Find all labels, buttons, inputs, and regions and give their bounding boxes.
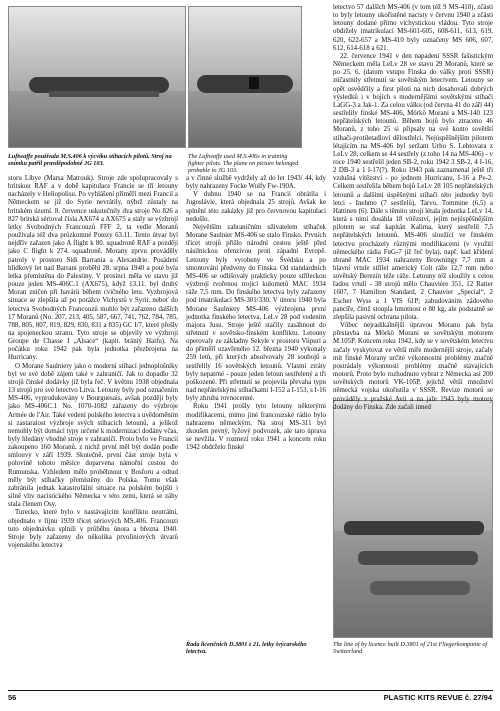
photo-sky xyxy=(334,401,492,531)
photo-ms406-luftwaffe-right xyxy=(188,6,302,148)
paragraph: Turecko, které bylo v nastávajícím konfliktu neutrální, objednalo v říjnu 1939 třicet sériových MS.406. Francouzi tuto objednávku splnili v průběhu února a března 1940. Stroje byly zařazeny do několika prvoliniových útvarů vojenského letectva xyxy=(8,509,178,550)
aircraft-row xyxy=(358,551,478,565)
aircraft-row xyxy=(370,581,470,595)
photo-ground xyxy=(189,91,301,147)
photo3-caption-english: The line of by licence built D.3801 of 21st Fliegerkompanie of Switzerland xyxy=(333,641,488,656)
footer-rule xyxy=(8,690,493,691)
photo-d3801-line-swiss xyxy=(333,400,493,638)
photo3-caption-czech: Řada licenčních D.3801 z 21. letky švýcarského letectva. xyxy=(186,641,307,656)
paragraph: storu Libye (Marsa Matrouk). Stroje zde spolupracovaly s britskou RAF a v době kapitulace Francie se tří letouny nacházely v Heliopolisu. Po vyhlášení příměří mezi Francií a Německem se již do Syrie nevrátily, nýbrž zůstaly na britském území. 8. července uskutečnily dva stroje No 826 a 827 britská sérioval čísla AX674 a AX675 a staly se výzbrojí letky Svobodných Francouzů FFF 2, ta vedle Moranů používala též dva průzkumné Potezy 63.11. Tento útvar byl nejdřív zařazen jako A flight k 80. squadroně RAF a později jako C flight k 274. squadroně. Morany zprvu prováděly patroly v prostoru Sidi Barrania a Alexandrie. Posádení hlídkový let nad Barrani proběhl 28. srpna 1940 a poté byla letka přemístěna do Palestiny. V prosinci měla ve stavu již pouze jeden MS-406C.1 (AX675), když 13.11. byl druhý Moran zničen při havárii během cvičného letu. Vyzbrojová situace se zlepšila až po porážce Vichystů v Syrii, neboť do letectva Svobodných Francouzů mohlo být zařazeno dalších 17 Moranů (No. 207, 213, 405, 587, 667, 741, 762, 784, 785, 788, 805, 807, 819, 829, 830, 831 a 835) GC I/7, které přešly na spojeneckou stranu. Tyto stroje se objevily ve výzbroji Groupe de Chasse I „Alsace“ (kapit. brániý Haifu). Na počátku roku 1942 pak byla jednotka přezbrojena na Hurricany. xyxy=(8,175,178,362)
paragraph: Roku 1941 prošly tyto letouny některými modifikacemi, mimo jiné francouzské rádio bylo nahrazeno německým. Na stroj MS-311 byl zkoušen pevný, lyžový podvozek, ale tato úprava se nevžila. V rozmezí roku 1941 a koncem roku 1942 obdrželo finské xyxy=(186,403,326,452)
aircraft-row xyxy=(344,521,484,535)
paragraph: 22. července 1941 v den napadení SSSR fašistickým Německem měla LeLv 28 ve stavu 29 Moranů, které se po 25. 6. (datum vstupu Finska do války proti SSSR) zúčastnily střetnutí se sovětským letectvem. Letouny se opět osvědčily a first piloti na nich dosahovali dobrých výsledků i v bojích s modernějšími sovětskými stíhači LaGG-3 a Jak-1. Za celou válku (od června 41 do září 44) sestřelily finské MS-406, Mörkö Morani a MS-140 123 nepřátelských letounů. Během bojů bylo ztraceno 46 Moranů, z toho 25 si připsaly na své konto sovětští stíhači-protiletadloví dělostřelci. Nejúspěšnějším pilotem létajícím na MS-406 byl seržant Urho S. Lehtovara z LeLv 28, celkem se 44 sestřely (z toho 14 na MS-406) - v roce 1940 sestřelil jeden SB-2, roku 1942 3 SB-2, 4 I-16, 2 DB-3 a 1 I-17(?). Roku 1943 pak zaznamenal ještě tři vzdušná vítězství - po jednom Hurricanu, I-16 a Pe-2. Celkem sestřelila během bojů LeLv 28 105 nepřátelských letounů a dalšími úspěšnými stíhači této jednotky byli letci - Inehmo (7 sestřelů), Tarvo, Tommine (6,5) a Hattinen (6). Dále s těmito stroji létala jednotka LeLv 14, která s nimi dosáhla 18 vítězství, jejím nejúspěšnějším pilotem se stal kapitán Kalima, který sestřelil 7,5 nepřátelských letounů. MS-406 sloužící ve finském letectvu procházely různými modifikacemi (v využití německého rádia FuG-7 již řeč byla), např. kad křídení zbraně MAC 1934 nahrazeny Browningy 7,7 mm a hlavní vrtule střílel americký Colt ráže 12,7 mm nebo sovětský Berezin téže ráže. Letouny též sloužily s celou řadou vrtulí - 38 strojů mělo Chauvière 351, 12 Ratier 1607, 7 Hamilton Standard, 2 Chauvier „Special“, 2 Escher Wyss a 1 VIS 61P; zabudováním zádového pancíře, čímž stoupla hmotnost o 80 kg, ale podstatně se zlepšila pasivní ochrana pilota. xyxy=(333,52,493,321)
photo1-caption-czech: Luftwaffe používala M.S.406 k výcviku stíhacích pilotů. Stroj na snímku patřil pravděpodobně JG 103. xyxy=(8,153,172,168)
aircraft-cross-marking xyxy=(249,77,259,89)
aircraft-fuselage xyxy=(197,75,293,93)
article-column-3 xyxy=(333,4,493,412)
aircraft-wing xyxy=(49,91,159,97)
magazine-issue: PLASTIC KITS REVUE č. 27/94 xyxy=(383,693,492,702)
paragraph: O Morane Saulniery jako o moderní stíhací jednoplošníky byl ve své době zájem také v zahraničí. Jak to dopadlo 32 strojů činské dodávky již byla řeč. V květnu 1938 objednala 13 strojů pro své letectvo Litva. Letouny byly pod označením MS-406, vyprodukovány v Bourguesais, avšak později byly jako MS-406C.1 No. 1070-1082 zařazeny do výzbroje Armée de l'Air. Také vedení polského letectva s uvědoměním si zastaralost výzbroje svých stíhacích letounů, a jelikož nemohly být domácí typy určené k modernizaci dodány včas, byly hledány vhodné stroje v zahraničí. Proto bylo ve Francii zakoupeno 160 Moranů, z nichž první měl být dodán podle smlouvy v září 1939. Skutečně, první část stroje byla v polovině tohoto měsíce doparvena námořní cestou do Rumunska. Vzhledem mělo proběhnout v Bosforu a odtud měly být stíhačky přemístěny do Polska. Tomu však zabránila jednak katastrofální situace na polském bojišti i silně vliv nacistického Německa v této zemi, která se záhy stala členem Osy. xyxy=(8,362,178,509)
paragraph: a v činné službě vydržely až do let 1943/ 44, kdy byly nahrazeny Focke Wulfy Fw-190A. xyxy=(186,175,326,191)
article-column-1 xyxy=(8,175,178,550)
photo-ms406-luftwaffe-left xyxy=(8,6,186,148)
photo2-caption-english: The Luftwaffe used M.S.406s in training fighter pilots. The plane on picture belonged probable to JG 103. xyxy=(188,153,299,175)
article-column-2 xyxy=(186,175,326,452)
page-number: 56 xyxy=(8,693,17,702)
paragraph: V dubnu 1940 se na Francii obrátila i Jugoslávie, která objednala 25 strojů. Avšak ke splnění této zakázky již pro červnovou kapitulaci nedošlo. xyxy=(186,191,326,223)
paragraph: Vůbec nejradikálnější úpravou Moranu pak byla přestavba na Mörkö Morani se sovětským motorem M.105P. Koncem roku 1942, kdy se v sovětském letectvu začaly vyskytovat ve větší míře modernější stroje, začaly mít finské Morany určité výkonnostní problémy značně postrádaly výkonnosti problémy značně stávajících motorů. Proto bylo rozhodnuto vybrat z Německa asi 200 sovětských motorů VK-105P, jejichž větší množství německá vojska ukořistila v SSSR. Revize motorů se prováděly v pražské Avii a na jaře 1943 byly motory dodány do Finska. Zde začali inned xyxy=(333,322,493,411)
paragraph: Největším zahraničním uživatelem stíhaček Morane Saulnier MS-406 se stalo Finsko. Prvních třicet strojů přišlo národní cestou ještě před násilnickou ofenzivou proti západní Evropě. Letouny byly vyrobeny ve Švédsku a po smontování předveny do Finska. Od standardních MS-406 se odlišovaly prakticky pouze stříleckou výzbrojí tvořenou trojicí kulometů MAC 1934 ráže 7,5 mm. Do finského letectva byly zařazeny pod imatrikulací MS-301/330. V únoru 1940 byla Morane Saulniery MS-406 výzbrojena první jednotka finského letectva, LeLv 28 pod vedením majora Jusu. Stroje ještě stačily zasáhnout do střetnutí v sovětsko-finském konfliktu. Letouny operovaly ze základny Sekyle v prostoru Viipuri a do příměří uzavřeného 12. března 1940 vykonaly 259 letů, při kterých absolvovaly 28 soubojů a sestřelily 16 sovětských letounů. Vlastní ztráty byly nepatrné - pouze jeden letoun sestřelený a tři poškozené. Při střetnutí se projevila převaha typu nad nepřátelskými stíhačkami I-152 a I-153, s I-16 byly zhruba rovnocenné. xyxy=(186,223,326,403)
paragraph: letectvo 57 dalších MS-406 (v tom též 9 MS-410), zčásti to byly letouny ukořistěné nacisty v červnu 1940 a zčásti letouny dodané přímo vichystickou vládou. Tyto stroje obdržely imatrikulaci MS-601-605, 608-611, 613, 619, 620, 622-657 a MS-410 byly označeny MS 606, 607, 612, 614-618 a 621. xyxy=(333,4,493,52)
photo-ground xyxy=(9,91,185,147)
